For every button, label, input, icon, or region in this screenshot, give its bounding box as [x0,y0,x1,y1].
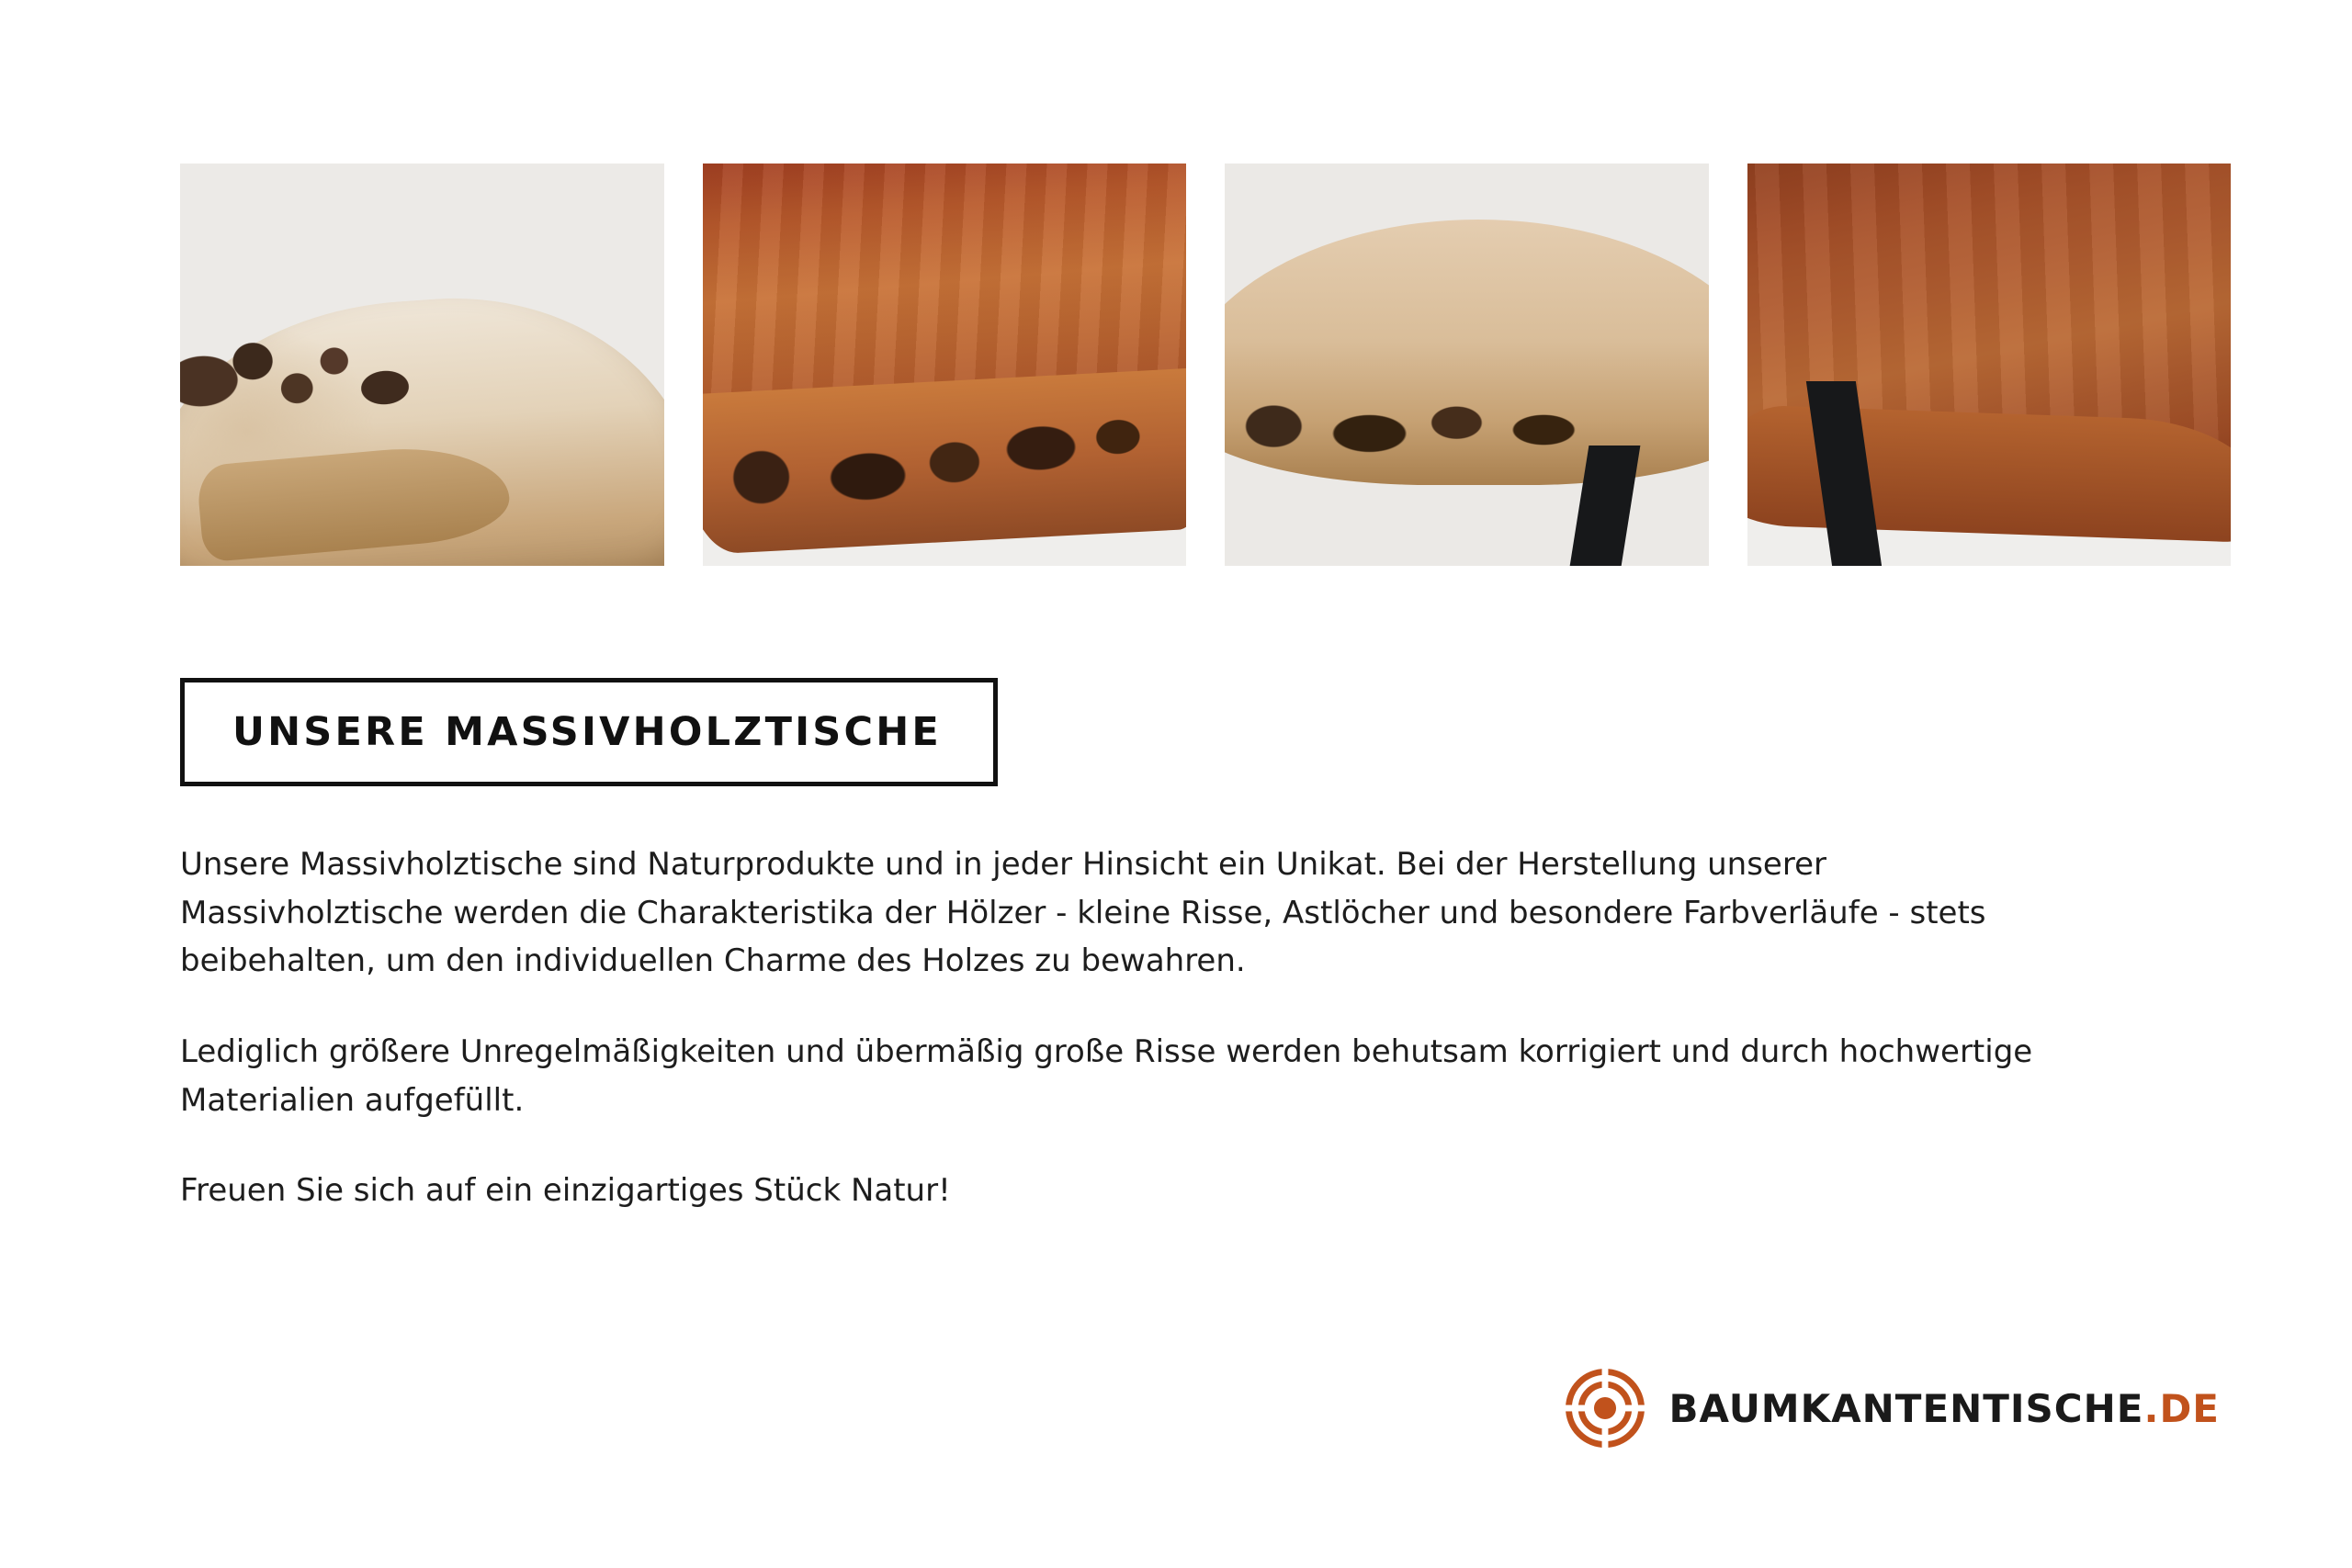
knot-holes-shape [703,392,1187,538]
paragraph-2: Lediglich größere Unregelmäßigkeiten und übermäßig große Risse werden behutsam korrigiert und durch hochwertige Materialien aufgefüllt. [180,1033,2033,1119]
headline-box [180,678,998,786]
brand-tld: .DE [2143,1385,2220,1431]
brand-logo [1566,1369,2220,1448]
product-photo-gallery [180,164,2231,566]
gallery-photo-2 [703,164,1187,566]
brand-name: BAUMKANTENTISCHE [1668,1385,2144,1431]
gallery-photo-1 [180,164,664,566]
brand-wordmark [1668,1386,2220,1431]
paragraph-3: Freuen Sie sich auf ein einzigartiges Stück Natur! [180,1172,951,1210]
gallery-photo-3 [1225,164,1709,566]
body-copy [180,840,2036,1215]
concentric-rings-logo-icon [1566,1369,1645,1448]
paragraph-1: Unsere Massivholztische sind Naturprodukte und in jeder Hinsicht ein Unikat. Bei der Herstellung unserer Massivholztische werden die Charakteristika der Hölzer - kleine Risse, Astlöcher und besondere Farbverläufe - stets beibehalten, um den individuellen Charme des Holzes zu bewahren. [180,846,1986,980]
gallery-photo-4 [1747,164,2232,566]
page-title: UNSERE MASSIVHOLZTISCHE [232,709,942,755]
